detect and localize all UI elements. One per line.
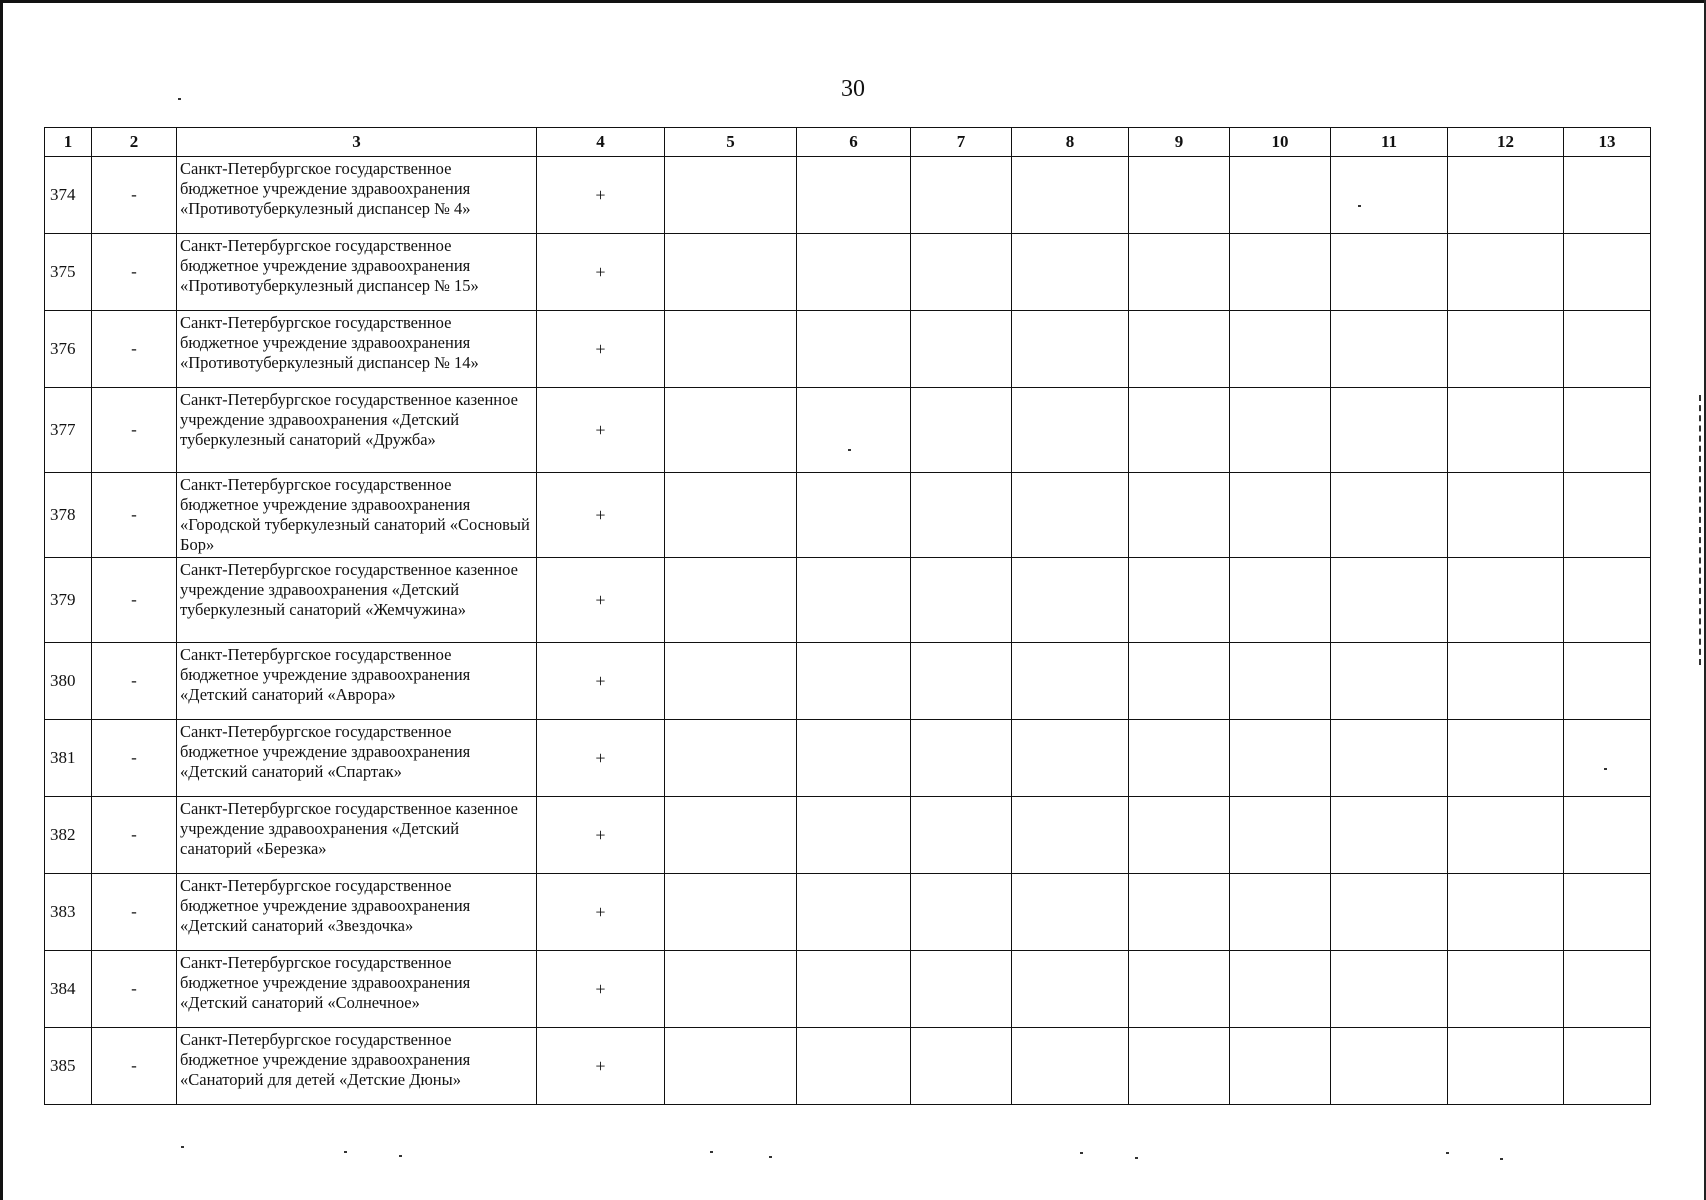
empty-cell — [797, 797, 911, 874]
column-header: 4 — [537, 128, 665, 157]
row-number: 384 — [45, 951, 92, 1028]
table-row — [45, 234, 1651, 311]
empty-cell — [665, 951, 797, 1028]
empty-cell — [797, 311, 911, 388]
institution-name: Санкт-Петербургское государственное бюджетное учреждение здравоохранения «Детский санаторий «Аврора» — [177, 643, 537, 720]
empty-cell — [1129, 558, 1230, 643]
empty-cell — [1012, 157, 1129, 234]
column-4-mark: + — [537, 643, 665, 720]
empty-cell — [1129, 951, 1230, 1028]
empty-cell — [797, 388, 911, 473]
table-row — [45, 797, 1651, 874]
empty-cell — [1012, 234, 1129, 311]
scan-edge-mark — [1699, 395, 1706, 665]
empty-cell — [1448, 1028, 1564, 1105]
empty-cell — [1129, 157, 1230, 234]
empty-cell — [1448, 797, 1564, 874]
empty-cell — [1331, 473, 1448, 558]
column-header: 13 — [1564, 128, 1651, 157]
empty-cell — [911, 951, 1012, 1028]
empty-cell — [1129, 643, 1230, 720]
empty-cell — [1230, 720, 1331, 797]
column-4-mark: + — [537, 157, 665, 234]
table-row — [45, 1028, 1651, 1105]
empty-cell — [1012, 643, 1129, 720]
empty-cell — [1129, 720, 1230, 797]
empty-cell — [1448, 311, 1564, 388]
empty-cell — [1331, 234, 1448, 311]
row-number: 382 — [45, 797, 92, 874]
empty-cell — [1230, 951, 1331, 1028]
row-mark: - — [92, 874, 177, 951]
empty-cell — [1564, 157, 1651, 234]
row-mark: - — [92, 720, 177, 797]
empty-cell — [1331, 643, 1448, 720]
empty-cell — [911, 388, 1012, 473]
empty-cell — [1448, 473, 1564, 558]
empty-cell — [1012, 1028, 1129, 1105]
row-mark: - — [92, 311, 177, 388]
empty-cell — [1129, 1028, 1230, 1105]
empty-cell — [1012, 720, 1129, 797]
table-row — [45, 311, 1651, 388]
empty-cell — [911, 157, 1012, 234]
row-mark: - — [92, 558, 177, 643]
column-header: 5 — [665, 128, 797, 157]
column-header: 7 — [911, 128, 1012, 157]
empty-cell — [1448, 951, 1564, 1028]
row-mark: - — [92, 1028, 177, 1105]
column-header: 10 — [1230, 128, 1331, 157]
row-number: 374 — [45, 157, 92, 234]
row-number: 378 — [45, 473, 92, 558]
empty-cell — [911, 311, 1012, 388]
empty-cell — [1012, 951, 1129, 1028]
column-4-mark: + — [537, 473, 665, 558]
scan-speck — [1135, 1157, 1138, 1159]
column-4-mark: + — [537, 558, 665, 643]
empty-cell — [1331, 1028, 1448, 1105]
empty-cell — [797, 720, 911, 797]
empty-cell — [797, 951, 911, 1028]
empty-cell — [797, 643, 911, 720]
row-number: 380 — [45, 643, 92, 720]
empty-cell — [1564, 311, 1651, 388]
empty-cell — [911, 797, 1012, 874]
row-number: 376 — [45, 311, 92, 388]
scan-speck — [399, 1155, 402, 1157]
table-row — [45, 720, 1651, 797]
row-mark: - — [92, 234, 177, 311]
scan-speck — [178, 98, 181, 100]
empty-cell — [1230, 643, 1331, 720]
scan-speck — [1080, 1152, 1083, 1154]
empty-cell — [665, 720, 797, 797]
empty-cell — [1230, 473, 1331, 558]
empty-cell — [1564, 473, 1651, 558]
empty-cell — [1448, 157, 1564, 234]
empty-cell — [665, 797, 797, 874]
row-number: 375 — [45, 234, 92, 311]
empty-cell — [665, 874, 797, 951]
empty-cell — [665, 157, 797, 234]
scan-speck — [1604, 768, 1607, 770]
empty-cell — [911, 720, 1012, 797]
column-header: 2 — [92, 128, 177, 157]
empty-cell — [1012, 874, 1129, 951]
empty-cell — [1012, 311, 1129, 388]
table-header-row — [45, 128, 1651, 157]
table-row — [45, 388, 1651, 473]
row-mark: - — [92, 643, 177, 720]
table-row — [45, 157, 1651, 234]
scan-border-top — [0, 0, 1706, 3]
empty-cell — [1331, 720, 1448, 797]
empty-cell — [1331, 797, 1448, 874]
table-row — [45, 643, 1651, 720]
column-4-mark: + — [537, 874, 665, 951]
empty-cell — [1230, 234, 1331, 311]
empty-cell — [1230, 311, 1331, 388]
empty-cell — [1129, 473, 1230, 558]
row-number: 379 — [45, 558, 92, 643]
empty-cell — [665, 558, 797, 643]
empty-cell — [797, 234, 911, 311]
empty-cell — [1331, 558, 1448, 643]
institution-name: Санкт-Петербургское государственное бюджетное учреждение здравоохранения «Противотуберкулезный диспансер № 4» — [177, 157, 537, 234]
column-4-mark: + — [537, 720, 665, 797]
empty-cell — [797, 157, 911, 234]
empty-cell — [665, 473, 797, 558]
empty-cell — [1564, 558, 1651, 643]
institution-name: Санкт-Петербургское государственное бюджетное учреждение здравоохранения «Городской туберкулезный санаторий «Сосновый Бор» — [177, 473, 537, 558]
scan-speck — [1358, 205, 1361, 207]
empty-cell — [1230, 388, 1331, 473]
column-4-mark: + — [537, 311, 665, 388]
empty-cell — [911, 234, 1012, 311]
empty-cell — [1564, 797, 1651, 874]
row-number: 381 — [45, 720, 92, 797]
column-header: 1 — [45, 128, 92, 157]
empty-cell — [1564, 1028, 1651, 1105]
row-number: 377 — [45, 388, 92, 473]
empty-cell — [1230, 558, 1331, 643]
scan-border-left — [0, 0, 3, 1200]
empty-cell — [1564, 643, 1651, 720]
empty-cell — [797, 874, 911, 951]
empty-cell — [1331, 951, 1448, 1028]
column-header: 8 — [1012, 128, 1129, 157]
institution-name: Санкт-Петербургское государственное бюджетное учреждение здравоохранения «Противотуберкулезный диспансер № 15» — [177, 234, 537, 311]
empty-cell — [797, 558, 911, 643]
row-mark: - — [92, 951, 177, 1028]
empty-cell — [1448, 874, 1564, 951]
empty-cell — [1564, 720, 1651, 797]
empty-cell — [911, 558, 1012, 643]
scan-speck — [769, 1156, 772, 1158]
row-mark: - — [92, 388, 177, 473]
empty-cell — [1129, 388, 1230, 473]
empty-cell — [1331, 157, 1448, 234]
empty-cell — [1448, 643, 1564, 720]
empty-cell — [911, 473, 1012, 558]
column-header: 6 — [797, 128, 911, 157]
row-mark: - — [92, 157, 177, 234]
empty-cell — [911, 643, 1012, 720]
empty-cell — [665, 1028, 797, 1105]
institution-name: Санкт-Петербургское государственное бюджетное учреждение здравоохранения «Противотуберкулезный диспансер № 14» — [177, 311, 537, 388]
column-4-mark: + — [537, 797, 665, 874]
institution-name: Санкт-Петербургское государственное бюджетное учреждение здравоохранения «Детский санаторий «Звездочка» — [177, 874, 537, 951]
registry-table — [44, 127, 1651, 1105]
column-header: 11 — [1331, 128, 1448, 157]
institution-name: Санкт-Петербургское государственное казенное учреждение здравоохранения «Детский туберкулезный санаторий «Жемчужина» — [177, 558, 537, 643]
institution-name: Санкт-Петербургское государственное казенное учреждение здравоохранения «Детский санаторий «Березка» — [177, 797, 537, 874]
column-header: 12 — [1448, 128, 1564, 157]
empty-cell — [1230, 797, 1331, 874]
empty-cell — [1448, 558, 1564, 643]
scan-speck — [344, 1151, 347, 1153]
row-mark: - — [92, 473, 177, 558]
empty-cell — [1331, 311, 1448, 388]
empty-cell — [797, 1028, 911, 1105]
scan-speck — [1500, 1158, 1503, 1160]
empty-cell — [1448, 234, 1564, 311]
column-header: 3 — [177, 128, 537, 157]
scan-speck — [848, 449, 851, 451]
empty-cell — [665, 643, 797, 720]
empty-cell — [665, 311, 797, 388]
empty-cell — [1129, 874, 1230, 951]
table-row — [45, 473, 1651, 558]
scan-speck — [181, 1146, 184, 1148]
empty-cell — [1012, 388, 1129, 473]
row-mark: - — [92, 797, 177, 874]
table-row — [45, 951, 1651, 1028]
empty-cell — [1564, 874, 1651, 951]
column-header: 9 — [1129, 128, 1230, 157]
empty-cell — [1230, 1028, 1331, 1105]
empty-cell — [797, 473, 911, 558]
scan-speck — [1446, 1152, 1449, 1154]
empty-cell — [665, 234, 797, 311]
empty-cell — [1129, 234, 1230, 311]
empty-cell — [1564, 234, 1651, 311]
empty-cell — [911, 1028, 1012, 1105]
empty-cell — [1564, 388, 1651, 473]
page-number: 30 — [841, 76, 865, 102]
empty-cell — [1331, 388, 1448, 473]
institution-name: Санкт-Петербургское государственное бюджетное учреждение здравоохранения «Детский санаторий «Спартак» — [177, 720, 537, 797]
institution-name: Санкт-Петербургское государственное бюджетное учреждение здравоохранения «Санаторий для детей «Детские Дюны» — [177, 1028, 537, 1105]
empty-cell — [1129, 797, 1230, 874]
empty-cell — [1230, 157, 1331, 234]
institution-name: Санкт-Петербургское государственное бюджетное учреждение здравоохранения «Детский санаторий «Солнечное» — [177, 951, 537, 1028]
scan-speck — [710, 1151, 713, 1153]
column-4-mark: + — [537, 951, 665, 1028]
empty-cell — [1129, 311, 1230, 388]
column-4-mark: + — [537, 1028, 665, 1105]
empty-cell — [1564, 951, 1651, 1028]
column-4-mark: + — [537, 234, 665, 311]
empty-cell — [1448, 388, 1564, 473]
empty-cell — [911, 874, 1012, 951]
row-number: 385 — [45, 1028, 92, 1105]
row-number: 383 — [45, 874, 92, 951]
institution-name: Санкт-Петербургское государственное казенное учреждение здравоохранения «Детский туберкулезный санаторий «Дружба» — [177, 388, 537, 473]
empty-cell — [665, 388, 797, 473]
empty-cell — [1448, 720, 1564, 797]
empty-cell — [1012, 558, 1129, 643]
empty-cell — [1230, 874, 1331, 951]
table-row — [45, 874, 1651, 951]
empty-cell — [1012, 797, 1129, 874]
column-4-mark: + — [537, 388, 665, 473]
empty-cell — [1331, 874, 1448, 951]
table-row — [45, 558, 1651, 643]
empty-cell — [1012, 473, 1129, 558]
